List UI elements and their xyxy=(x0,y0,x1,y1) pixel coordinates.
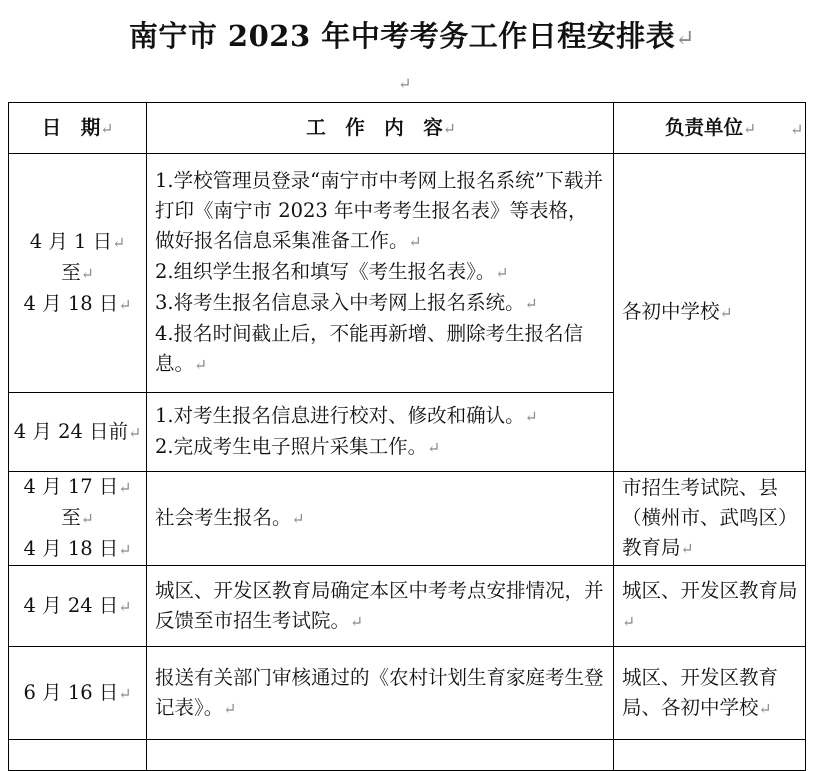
header-unit: 负责单位↵ xyxy=(614,103,806,154)
table-row-cut-off xyxy=(9,740,806,771)
header-row xyxy=(9,103,806,154)
work-cell: 社会考生报名。↵ xyxy=(147,472,614,566)
paragraph-mark: ↵ xyxy=(790,120,804,139)
work-cell: 报送有关部门审核通过的《农村计划生育家庭考生登记表》。↵ xyxy=(147,647,614,740)
header-work: 工 作 内 容↵ xyxy=(147,103,614,154)
paragraph-mark: ↵ xyxy=(675,25,696,52)
work-cell: 1.学校管理员登录“南宁市中考网上报名系统”下载并打印《南宁市 2023 年中考考生报名表》等表格，做好报名信息采集准备工作。↵ 2.组织学生报名和填写《考生报名表》。↵ 3.将考生报名信息录入中考网上报名系统。↵ 4.报名时间截止后，不能再新增、删除考生报名信息。↵ xyxy=(147,154,614,393)
work-cell: 城区、开发区教育局确定本区中考考点安排情况，并反馈至市招生考试院。↵ xyxy=(147,566,614,647)
work-cell xyxy=(147,740,614,771)
unit-cell xyxy=(614,740,806,771)
header-date: 日 期↵ xyxy=(9,103,147,154)
date-cell: 4 月 17 日↵ 至↵ 4 月 18 日↵ xyxy=(9,472,147,566)
table-row xyxy=(9,566,806,647)
date-cell: 4 月 24 日前↵ xyxy=(9,393,147,472)
unit-cell: 城区、开发区教育局、各初中学校↵ xyxy=(614,647,806,740)
date-cell: 4 月 1 日↵ 至↵ 4 月 18 日↵ xyxy=(9,154,147,393)
schedule-table xyxy=(8,102,806,771)
unit-cell: 各初中学校↵ xyxy=(614,154,806,472)
paragraph-mark: ↵ xyxy=(398,74,412,93)
unit-cell: 市招生考试院、县（横州市、武鸣区）教育局↵ xyxy=(614,472,806,566)
page-title: 南宁市 2023 年中考考务工作日程安排表↵ xyxy=(128,19,696,53)
table-row xyxy=(9,154,806,393)
date-cell: 4 月 24 日↵ xyxy=(9,566,147,647)
work-cell: 1.对考生报名信息进行校对、修改和确认。↵ 2.完成考生电子照片采集工作。↵ xyxy=(147,393,614,472)
table-row xyxy=(9,647,806,740)
date-cell xyxy=(9,740,147,771)
table-row xyxy=(9,472,806,566)
unit-cell: 城区、开发区教育局↵ xyxy=(614,566,806,647)
date-cell: 6 月 16 日↵ xyxy=(9,647,147,740)
